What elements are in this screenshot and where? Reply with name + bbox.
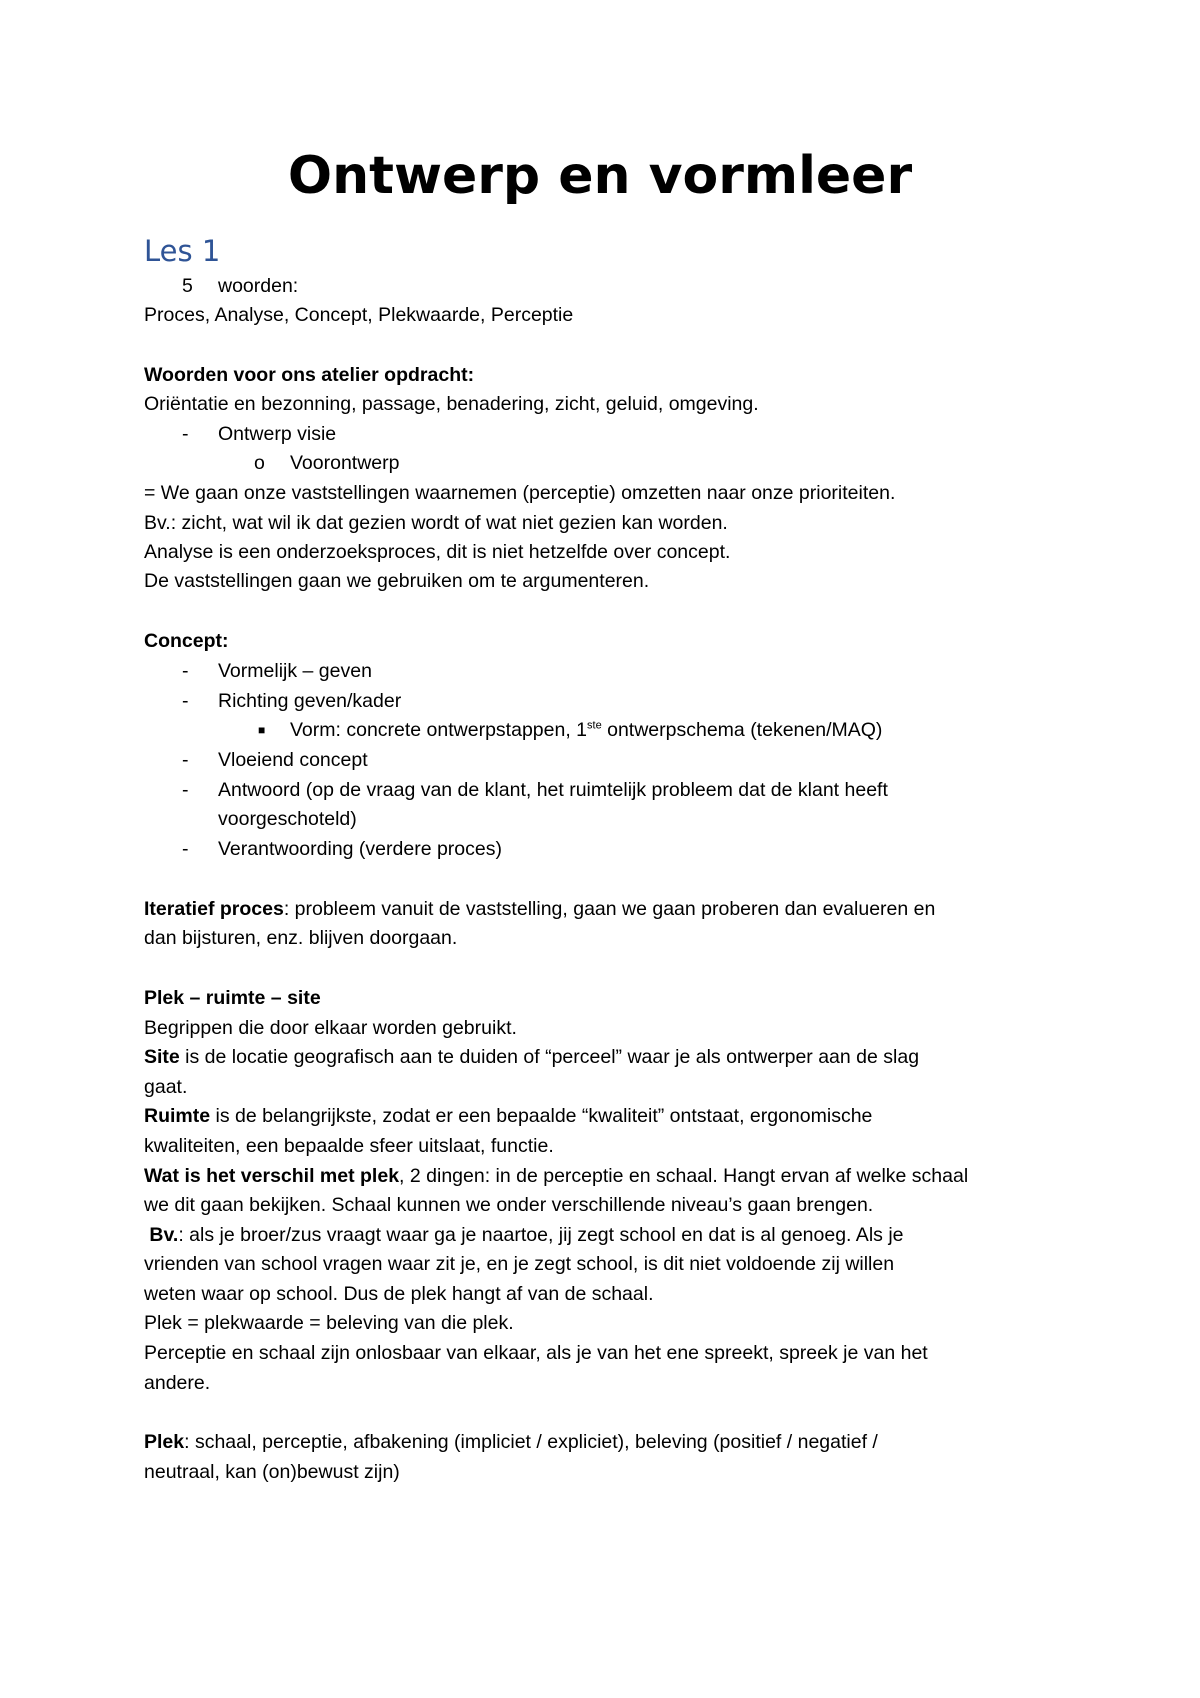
- iteratief-paragraph-line: dan bijsturen, enz. blijven doorgaan.: [144, 927, 458, 949]
- atelier-text-line: = We gaan onze vaststellingen waarnemen (perceptie) omzetten naar onze prioriteiten.: [144, 482, 896, 504]
- verschil-paragraph-line: Wat is het verschil met plek, 2 dingen: in de perceptie en schaal. Hangt ervan af welke schaal: [144, 1165, 969, 1187]
- plek-summary-line: Plek: schaal, perceptie, afbakening (impliciet / expliciet), beleving (positief / negatief /: [144, 1431, 878, 1453]
- ruimte-paragraph-line: Ruimte is de belangrijkste, zodat er een bepaalde “kwaliteit” ontstaat, ergonomische: [144, 1105, 873, 1127]
- perceptie-paragraph-line: Perceptie en schaal zijn onlosbaar van elkaar, als je van het ene spreekt, spreek je van het: [144, 1342, 928, 1364]
- atelier-text-line: Analyse is een onderzoeksproces, dit is niet hetzelfde over concept.: [144, 541, 731, 563]
- site-paragraph-line: Site is de locatie geografisch aan te duiden of “perceel” waar je als ontwerper aan de slag: [144, 1046, 920, 1068]
- concept-heading: Concept:: [144, 630, 229, 652]
- concept-item-text: Vloeiend concept: [218, 749, 368, 771]
- words-line: Proces, Analyse, Concept, Plekwaarde, Perceptie: [144, 304, 574, 326]
- bv-paragraph-line: Bv.: als je broer/zus vraagt waar ga je naartoe, jij zegt school en dat is al genoeg. Als je: [149, 1224, 904, 1246]
- perceptie-paragraph-line: andere.: [144, 1372, 211, 1394]
- concept-item-text: Antwoord (op de vraag van de klant, het ruimtelijk probleem dat de klant heeft: [218, 779, 888, 801]
- atelier-text-line: Bv.: zicht, wat wil ik dat gezien wordt of wat niet gezien kan worden.: [144, 512, 728, 534]
- dash-marker: -: [182, 690, 189, 712]
- atelier-heading: Woorden voor ons atelier opdracht:: [144, 364, 475, 386]
- site-paragraph-line: gaat.: [144, 1076, 188, 1098]
- document-title: Ontwerp en vormleer: [287, 146, 913, 206]
- dash-marker: -: [182, 749, 189, 771]
- ruimte-paragraph-line: kwaliteiten, een bepaalde sfeer uitslaat, functie.: [144, 1135, 554, 1157]
- atelier-text-line: De vaststellingen gaan we gebruiken om te argumenteren.: [144, 570, 650, 592]
- concept-item-text: Verantwoording (verdere proces): [218, 838, 502, 860]
- iteratief-paragraph-line: Iteratief proces: probleem vanuit de vaststelling, gaan we gaan proberen dan evalueren en: [144, 898, 936, 920]
- atelier-sub-bullet-text: Voorontwerp: [290, 452, 400, 474]
- dash-marker: -: [182, 838, 189, 860]
- dash-marker: -: [182, 779, 189, 801]
- bv-paragraph-line: vrienden van school vragen waar zit je, en je zegt school, is dit niet voldoende zij willen: [144, 1253, 895, 1275]
- bv-paragraph-line: weten waar op school. Dus de plek hangt af van de schaal.: [144, 1283, 654, 1305]
- section-heading-les-1: Les 1: [144, 234, 221, 268]
- dash-marker: -: [182, 423, 189, 445]
- concept-item-text: Vormelijk – geven: [218, 660, 372, 682]
- atelier-bullet-text: Ontwerp visie: [218, 423, 337, 445]
- concept-sub-item-text: Vorm: concrete ontwerpstappen, 1ste ontwerpschema (tekenen/MAQ): [290, 719, 883, 741]
- verschil-paragraph-line: we dit gaan bekijken. Schaal kunnen we onder verschillende niveau’s gaan brengen.: [144, 1194, 874, 1216]
- dash-marker: -: [182, 660, 189, 682]
- plek-equation-line: Plek = plekwaarde = beleving van die plek.: [144, 1312, 514, 1334]
- circle-marker: o: [254, 452, 265, 474]
- plek-heading: Plek – ruimte – site: [144, 987, 321, 1009]
- plek-line: Begrippen die door elkaar worden gebruikt.: [144, 1017, 517, 1039]
- plek-summary-line: neutraal, kan (on)bewust zijn): [144, 1461, 400, 1483]
- square-bullet-icon: ■: [258, 723, 266, 737]
- list-number: 5: [182, 275, 193, 297]
- concept-item-text: voorgeschoteld): [218, 808, 357, 830]
- atelier-line: Oriëntatie en bezonning, passage, benadering, zicht, geluid, omgeving.: [144, 393, 759, 415]
- concept-item-text: Richting geven/kader: [218, 690, 402, 712]
- numbered-item-text: woorden:: [218, 275, 299, 297]
